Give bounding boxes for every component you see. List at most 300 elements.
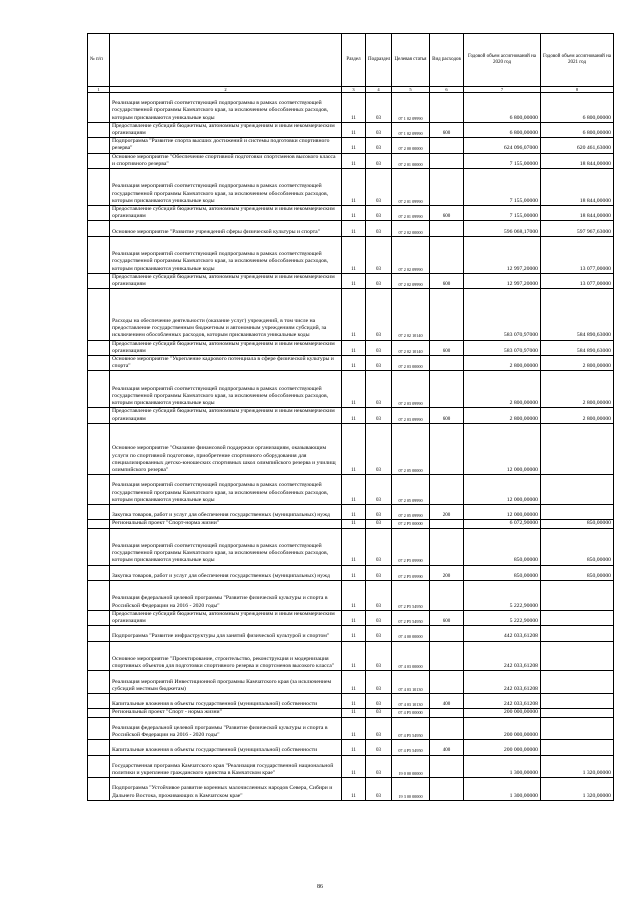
- row-target-article-cell: 07 4 03 10130: [392, 693, 430, 708]
- row-2021-cell: 1 320,00000: [541, 778, 614, 801]
- row-2020-cell: 2 800,00000: [464, 408, 541, 423]
- table-row: [88, 236, 614, 273]
- table-row: [88, 371, 614, 408]
- row-target-article-cell: 07 2 05 00000: [392, 423, 430, 474]
- row-2021-cell: [541, 581, 614, 611]
- row-2020-cell: 6 800,00000: [464, 122, 541, 137]
- row-num-cell: [88, 169, 110, 206]
- row-subsection-cell: 03: [366, 610, 392, 625]
- row-target-article-cell: 07 2 01 09990: [392, 169, 430, 206]
- table-row: [88, 475, 614, 505]
- row-num-cell: [88, 153, 110, 168]
- row-target-article-cell: 07 2 05 09990: [392, 505, 430, 520]
- row-section-cell: 11: [342, 273, 366, 288]
- row-name-cell: Основное мероприятие "Обеспечение спортивной подготовки спортсменов высокого класса и спортивного резерва": [110, 153, 342, 168]
- row-section-cell: 11: [342, 340, 366, 355]
- row-subsection-cell: 03: [366, 423, 392, 474]
- row-2020-cell: 200 000,00000: [464, 740, 541, 755]
- row-section-cell: 11: [342, 153, 366, 168]
- row-section-cell: 11: [342, 641, 366, 671]
- row-expense-type-cell: [430, 671, 464, 694]
- row-2021-cell: 620 461,63000: [541, 138, 614, 153]
- row-expense-type-cell: 400: [430, 740, 464, 755]
- row-expense-type-cell: [430, 236, 464, 273]
- row-expense-type-cell: 600: [430, 408, 464, 423]
- row-2021-cell: 18 844,00000: [541, 169, 614, 206]
- row-name-cell: Капитальные вложения в объекты государственной (муниципальной) собственности: [110, 693, 342, 708]
- row-name-cell: Государственная программа Камчатского края "Реализация государственной национальной политики и укрепление гражданского единства в Камчатском крае": [110, 755, 342, 778]
- row-num-cell: [88, 236, 110, 273]
- row-num-cell: [88, 356, 110, 371]
- row-2021-cell: [541, 475, 614, 505]
- row-section-cell: 11: [342, 528, 366, 565]
- row-section-cell: 11: [342, 740, 366, 755]
- row-2020-cell: 583 070,97000: [464, 289, 541, 340]
- row-num-cell: [88, 740, 110, 755]
- col-number: 8: [541, 87, 614, 93]
- row-target-article-cell: 07 4 03 00000: [392, 641, 430, 671]
- row-expense-type-cell: [430, 138, 464, 153]
- row-name-cell: Предоставление субсидий бюджетным, автономным учреждениям и иным некоммерческим организациям: [110, 340, 342, 355]
- row-target-article-cell: 19 3 00 00000: [392, 778, 430, 801]
- row-target-article-cell: 07 2 05 09990: [392, 475, 430, 505]
- row-name-cell: Капитальные вложения в объекты государственной (муниципальной) собственности: [110, 740, 342, 755]
- row-num-cell: [88, 671, 110, 694]
- row-target-article-cell: 07 1 02 09990: [392, 93, 430, 123]
- col-number: 4: [366, 87, 392, 93]
- table-row: [88, 610, 614, 625]
- row-num-cell: [88, 423, 110, 474]
- row-2020-cell: 6 800,00000: [464, 93, 541, 123]
- row-target-article-cell: 07 2 P5 00000: [392, 520, 430, 528]
- row-subsection-cell: 03: [366, 169, 392, 206]
- header-expense-type: Вид расходов: [430, 34, 464, 87]
- row-expense-type-cell: [430, 169, 464, 206]
- table-row: [88, 778, 614, 801]
- row-expense-type-cell: [430, 641, 464, 671]
- row-target-article-cell: 07 4 00 00000: [392, 626, 430, 641]
- row-name-cell: Реализация мероприятий Инвестиционной программы Камчатского края (за исключением субсидий местным бюджетам): [110, 671, 342, 694]
- row-expense-type-cell: [430, 371, 464, 408]
- col-number: 6: [430, 87, 464, 93]
- row-subsection-cell: 03: [366, 778, 392, 801]
- table-row: [88, 122, 614, 137]
- table-row: [88, 717, 614, 740]
- page-number: 86: [317, 884, 323, 890]
- row-name-cell: Основное мероприятие "Оказание финансовой поддержки организациям, оказывающим услуги по спортивной подготовке, приобретение спортивного оборудования для специализированных детско-юношеских спортивных школ олимпийского резерва и училищ олимпийского резерва": [110, 423, 342, 474]
- row-target-article-cell: 07 2 02 10140: [392, 340, 430, 355]
- row-2020-cell: 5 222,90000: [464, 581, 541, 611]
- row-2021-cell: 6 800,00000: [541, 93, 614, 123]
- row-name-cell: Закупка товаров, работ и услуг для обеспечения государственных (муниципальных) нужд: [110, 505, 342, 520]
- header-num: № п/п: [88, 34, 110, 87]
- table-row: [88, 693, 614, 708]
- row-section-cell: 11: [342, 93, 366, 123]
- table-row: [88, 505, 614, 520]
- row-2020-cell: 624 096,07000: [464, 138, 541, 153]
- row-target-article-cell: 07 2 03 00000: [392, 356, 430, 371]
- table-row: [88, 93, 614, 123]
- row-name-cell: Предоставление субсидий бюджетным, автономным учреждениям и иным некоммерческим организациям: [110, 610, 342, 625]
- row-subsection-cell: 03: [366, 520, 392, 528]
- row-num-cell: [88, 641, 110, 671]
- row-num-cell: [88, 371, 110, 408]
- header-2020: Годовой объем ассигнований на 2020 год: [464, 34, 541, 87]
- row-2021-cell: 6 800,00000: [541, 122, 614, 137]
- table-row: [88, 408, 614, 423]
- table-row: [88, 565, 614, 580]
- row-name-cell: Предоставление субсидий бюджетным, автономным учреждениям и иным некоммерческим организациям: [110, 122, 342, 137]
- row-expense-type-cell: 400: [430, 693, 464, 708]
- row-num-cell: [88, 709, 110, 717]
- row-2021-cell: 18 844,00000: [541, 153, 614, 168]
- row-2020-cell: 7 155,00000: [464, 206, 541, 221]
- row-name-cell: Основное мероприятие "Укрепление кадрового потенциала в сфере физической культуры и спорта": [110, 356, 342, 371]
- header-name: [110, 34, 342, 87]
- row-num-cell: [88, 289, 110, 340]
- row-name-cell: Реализация мероприятий соответствующей подпрограммы в рамках соответствующей государственной программы Камчатского края, за исключением обособленных расходов, которым присваиваются уникальные коды: [110, 93, 342, 123]
- row-subsection-cell: 03: [366, 671, 392, 694]
- row-2021-cell: 584 890,63000: [541, 289, 614, 340]
- row-name-cell: Предоставление субсидий бюджетным, автономным учреждениям и иным некоммерческим организациям: [110, 206, 342, 221]
- row-2021-cell: 597 967,63000: [541, 221, 614, 236]
- row-section-cell: 11: [342, 709, 366, 717]
- row-target-article-cell: 07 2 01 00000: [392, 153, 430, 168]
- row-section-cell: 11: [342, 671, 366, 694]
- row-2021-cell: 13 077,00000: [541, 236, 614, 273]
- row-2021-cell: [541, 505, 614, 520]
- row-expense-type-cell: [430, 153, 464, 168]
- row-2021-cell: [541, 717, 614, 740]
- row-2020-cell: 850,00000: [464, 528, 541, 565]
- table-row: [88, 221, 614, 236]
- row-expense-type-cell: [430, 778, 464, 801]
- row-section-cell: 11: [342, 169, 366, 206]
- row-subsection-cell: 03: [366, 581, 392, 611]
- row-name-cell: Реализация федеральной целевой программы "Развитие физической культуры и спорта в Российской Федерации на 2016 - 2020 годы": [110, 581, 342, 611]
- row-target-article-cell: 07 2 00 00000: [392, 138, 430, 153]
- row-2020-cell: 200 000,00000: [464, 717, 541, 740]
- row-subsection-cell: 03: [366, 565, 392, 580]
- row-expense-type-cell: [430, 709, 464, 717]
- row-2020-cell: 242 033,61208: [464, 671, 541, 694]
- row-section-cell: 11: [342, 520, 366, 528]
- row-section-cell: 11: [342, 408, 366, 423]
- row-section-cell: 11: [342, 778, 366, 801]
- row-num-cell: [88, 717, 110, 740]
- row-section-cell: 11: [342, 626, 366, 641]
- row-subsection-cell: 03: [366, 289, 392, 340]
- row-subsection-cell: 03: [366, 273, 392, 288]
- row-section-cell: 11: [342, 693, 366, 708]
- row-subsection-cell: 03: [366, 475, 392, 505]
- row-subsection-cell: 03: [366, 740, 392, 755]
- table-row: [88, 626, 614, 641]
- row-section-cell: 11: [342, 356, 366, 371]
- row-num-cell: [88, 581, 110, 611]
- row-section-cell: 11: [342, 206, 366, 221]
- row-name-cell: Реализация мероприятий соответствующей подпрограммы в рамках соответствующей государственной программы Камчатского края, за исключением обособленных расходов, которым присваиваются уникальные коды: [110, 528, 342, 565]
- row-2021-cell: [541, 610, 614, 625]
- row-section-cell: 11: [342, 221, 366, 236]
- row-expense-type-cell: [430, 423, 464, 474]
- row-expense-type-cell: 600: [430, 610, 464, 625]
- row-name-cell: Реализация мероприятий соответствующей подпрограммы в рамках соответствующей государственной программы Камчатского края, за исключением обособленных расходов, которым присваиваются уникальные коды: [110, 236, 342, 273]
- col-number: 3: [342, 87, 366, 93]
- row-num-cell: [88, 528, 110, 565]
- row-target-article-cell: 07 2 02 09990: [392, 236, 430, 273]
- row-name-cell: Основное мероприятие "Проектирование, строительство, реконструкция и модернизация спортивных объектов для подготовки спортивного резерва и спортсменов высокого класса": [110, 641, 342, 671]
- budget-table-sheet: [87, 33, 613, 801]
- row-name-cell: Подпрограмма "Развитие инфраструктуры для занятий физической культурой и спортом": [110, 626, 342, 641]
- row-num-cell: [88, 138, 110, 153]
- row-subsection-cell: 03: [366, 93, 392, 123]
- col-number: 1: [88, 87, 110, 93]
- row-section-cell: 11: [342, 289, 366, 340]
- row-2021-cell: [541, 740, 614, 755]
- row-num-cell: [88, 565, 110, 580]
- row-2020-cell: 5 222,90000: [464, 610, 541, 625]
- row-section-cell: 11: [342, 371, 366, 408]
- row-section-cell: 11: [342, 755, 366, 778]
- row-expense-type-cell: 600: [430, 273, 464, 288]
- row-subsection-cell: 03: [366, 709, 392, 717]
- table-row: [88, 169, 614, 206]
- row-2020-cell: 12 997,20000: [464, 236, 541, 273]
- row-name-cell: Основное мероприятие "Развитие учреждений сферы физической культуры и спорта": [110, 221, 342, 236]
- row-expense-type-cell: [430, 221, 464, 236]
- row-target-article-cell: 07 1 02 09990: [392, 122, 430, 137]
- row-target-article-cell: 07 4 P5 54950: [392, 740, 430, 755]
- row-2021-cell: [541, 709, 614, 717]
- table-row: [88, 356, 614, 371]
- row-2020-cell: 2 800,00000: [464, 356, 541, 371]
- row-target-article-cell: 07 4 03 10130: [392, 671, 430, 694]
- row-section-cell: 11: [342, 565, 366, 580]
- row-2020-cell: 1 300,00000: [464, 778, 541, 801]
- row-section-cell: 11: [342, 610, 366, 625]
- row-target-article-cell: 07 2 02 00000: [392, 221, 430, 236]
- row-target-article-cell: 07 2 03 09990: [392, 371, 430, 408]
- row-subsection-cell: 03: [366, 408, 392, 423]
- header-row: [88, 34, 614, 87]
- row-section-cell: 11: [342, 423, 366, 474]
- row-name-cell: Региональный проект "Спорт-норма жизни": [110, 520, 342, 528]
- row-section-cell: 11: [342, 581, 366, 611]
- row-2020-cell: 2 800,00000: [464, 371, 541, 408]
- row-expense-type-cell: [430, 475, 464, 505]
- row-section-cell: 11: [342, 236, 366, 273]
- row-target-article-cell: 07 4 P5 54950: [392, 717, 430, 740]
- row-target-article-cell: 07 2 P5 54950: [392, 610, 430, 625]
- row-2021-cell: 1 320,00000: [541, 755, 614, 778]
- row-target-article-cell: 07 4 P5 00000: [392, 709, 430, 717]
- row-target-article-cell: 07 2 P5 54950: [392, 581, 430, 611]
- row-2020-cell: 6 072,90000: [464, 520, 541, 528]
- row-num-cell: [88, 93, 110, 123]
- row-target-article-cell: 07 2 02 09990: [392, 273, 430, 288]
- row-name-cell: Региональный проект "Спорт - норма жизни": [110, 709, 342, 717]
- row-2021-cell: 2 800,00000: [541, 356, 614, 371]
- row-subsection-cell: 03: [366, 138, 392, 153]
- row-target-article-cell: 07 2 01 09990: [392, 206, 430, 221]
- row-2020-cell: 12 000,00000: [464, 423, 541, 474]
- row-num-cell: [88, 755, 110, 778]
- row-2021-cell: [541, 626, 614, 641]
- row-2021-cell: 2 800,00000: [541, 408, 614, 423]
- table-row: [88, 528, 614, 565]
- row-2020-cell: 7 155,00000: [464, 153, 541, 168]
- table-row: [88, 138, 614, 153]
- row-2020-cell: 7 155,00000: [464, 169, 541, 206]
- row-expense-type-cell: 600: [430, 206, 464, 221]
- row-2020-cell: 583 070,97000: [464, 340, 541, 355]
- row-name-cell: Закупка товаров, работ и услуг для обеспечения государственных (муниципальных) нужд: [110, 565, 342, 580]
- row-2020-cell: 200 000,00000: [464, 709, 541, 717]
- table-row: [88, 206, 614, 221]
- row-expense-type-cell: [430, 626, 464, 641]
- row-name-cell: Реализация мероприятий соответствующей подпрограммы в рамках соответствующей государственной программы Камчатского края, за исключением обособленных расходов, которым присваиваются уникальные коды: [110, 475, 342, 505]
- row-expense-type-cell: [430, 520, 464, 528]
- row-2021-cell: 584 890,63000: [541, 340, 614, 355]
- row-2020-cell: 1 300,00000: [464, 755, 541, 778]
- table-body: [88, 93, 614, 801]
- header-target-article: Целевая статья: [392, 34, 430, 87]
- row-subsection-cell: 03: [366, 717, 392, 740]
- header-2021: Годовой объем ассигнований на 2021 год: [541, 34, 614, 87]
- row-target-article-cell: 07 2 P5 09990: [392, 528, 430, 565]
- row-name-cell: Расходы на обеспечение деятельности (оказание услуг) учреждений, в том числе на предоставление государственным бюджетным и автономным учреждениям субсидий, за исключением обособленных расходов, которым присваиваются уникальные коды: [110, 289, 342, 340]
- row-expense-type-cell: [430, 356, 464, 371]
- row-num-cell: [88, 206, 110, 221]
- row-subsection-cell: 03: [366, 693, 392, 708]
- header-section: Раздел: [342, 34, 366, 87]
- row-subsection-cell: 03: [366, 206, 392, 221]
- row-2021-cell: 850,00000: [541, 520, 614, 528]
- row-num-cell: [88, 505, 110, 520]
- row-2021-cell: 2 800,00000: [541, 371, 614, 408]
- row-name-cell: Предоставление субсидий бюджетным, автономным учреждениям и иным некоммерческим организациям: [110, 273, 342, 288]
- row-subsection-cell: 03: [366, 755, 392, 778]
- table-row: [88, 641, 614, 671]
- table-row: [88, 740, 614, 755]
- row-num-cell: [88, 408, 110, 423]
- row-name-cell: Подпрограмма "Развитие спорта высших достижений и системы подготовки спортивного резерва": [110, 138, 342, 153]
- row-subsection-cell: 03: [366, 528, 392, 565]
- row-2021-cell: 850,00000: [541, 528, 614, 565]
- row-expense-type-cell: 200: [430, 565, 464, 580]
- row-name-cell: Предоставление субсидий бюджетным, автономным учреждениям и иным некоммерческим организациям: [110, 408, 342, 423]
- row-2020-cell: 242 033,61208: [464, 693, 541, 708]
- row-expense-type-cell: 600: [430, 340, 464, 355]
- row-2021-cell: 850,00000: [541, 565, 614, 580]
- row-section-cell: 11: [342, 138, 366, 153]
- table-row: [88, 289, 614, 340]
- row-expense-type-cell: [430, 528, 464, 565]
- row-subsection-cell: 03: [366, 626, 392, 641]
- table-row: [88, 520, 614, 528]
- row-subsection-cell: 03: [366, 340, 392, 355]
- row-expense-type-cell: 600: [430, 122, 464, 137]
- row-subsection-cell: 03: [366, 641, 392, 671]
- row-num-cell: [88, 610, 110, 625]
- row-2021-cell: [541, 423, 614, 474]
- table-row: [88, 709, 614, 717]
- row-2020-cell: 596 068,17000: [464, 221, 541, 236]
- col-number: 7: [464, 87, 541, 93]
- table-row: [88, 423, 614, 474]
- row-expense-type-cell: [430, 581, 464, 611]
- row-subsection-cell: 03: [366, 356, 392, 371]
- row-section-cell: 11: [342, 717, 366, 740]
- row-target-article-cell: 19 0 00 00000: [392, 755, 430, 778]
- row-2020-cell: 12 000,00000: [464, 475, 541, 505]
- row-num-cell: [88, 626, 110, 641]
- row-expense-type-cell: [430, 755, 464, 778]
- row-num-cell: [88, 778, 110, 801]
- row-subsection-cell: 03: [366, 153, 392, 168]
- table-row: [88, 340, 614, 355]
- row-2020-cell: 12 997,20000: [464, 273, 541, 288]
- row-target-article-cell: 07 2 03 09990: [392, 408, 430, 423]
- row-name-cell: Реализация мероприятий соответствующей подпрограммы в рамках соответствующей государственной программы Камчатского края, за исключением обособленных расходов, которым присваиваются уникальные коды: [110, 169, 342, 206]
- row-2021-cell: [541, 693, 614, 708]
- row-num-cell: [88, 221, 110, 236]
- row-section-cell: 11: [342, 122, 366, 137]
- row-section-cell: 11: [342, 505, 366, 520]
- row-2020-cell: 242 033,61208: [464, 641, 541, 671]
- row-2021-cell: [541, 641, 614, 671]
- header-subsection: Подраздел: [366, 34, 392, 87]
- row-subsection-cell: 03: [366, 371, 392, 408]
- row-2020-cell: 12 000,00000: [464, 505, 541, 520]
- row-num-cell: [88, 520, 110, 528]
- row-name-cell: Подпрограмма "Устойчивое развитие коренных малочисленных народов Севера, Сибири и Дальнего Востока, проживающих в Камчатском крае": [110, 778, 342, 801]
- col-number: 5: [392, 87, 430, 93]
- table-row: [88, 273, 614, 288]
- row-target-article-cell: 07 2 P5 09990: [392, 565, 430, 580]
- row-2021-cell: 13 077,00000: [541, 273, 614, 288]
- row-expense-type-cell: [430, 93, 464, 123]
- row-name-cell: Реализация мероприятий соответствующей подпрограммы в рамках соответствующей государственной программы Камчатского края, за исключением обособленных расходов, которым присваиваются уникальные коды: [110, 371, 342, 408]
- row-expense-type-cell: [430, 289, 464, 340]
- table-row: [88, 153, 614, 168]
- row-expense-type-cell: 200: [430, 505, 464, 520]
- row-subsection-cell: 03: [366, 221, 392, 236]
- row-num-cell: [88, 273, 110, 288]
- row-section-cell: 11: [342, 475, 366, 505]
- table-row: [88, 671, 614, 694]
- row-subsection-cell: 03: [366, 505, 392, 520]
- row-2021-cell: 18 844,00000: [541, 206, 614, 221]
- row-num-cell: [88, 475, 110, 505]
- table-row: [88, 581, 614, 611]
- row-2021-cell: [541, 671, 614, 694]
- row-subsection-cell: 03: [366, 236, 392, 273]
- row-num-cell: [88, 340, 110, 355]
- budget-table: [87, 33, 614, 801]
- row-target-article-cell: 07 2 02 10140: [392, 289, 430, 340]
- row-expense-type-cell: [430, 717, 464, 740]
- col-number: 2: [110, 87, 342, 93]
- row-subsection-cell: 03: [366, 122, 392, 137]
- row-num-cell: [88, 122, 110, 137]
- row-num-cell: [88, 693, 110, 708]
- row-name-cell: Реализация федеральной целевой программы "Развитие физической культуры и спорта в Российской Федерации на 2016 - 2020 годы": [110, 717, 342, 740]
- table-row: [88, 755, 614, 778]
- row-2020-cell: 442 033,61208: [464, 626, 541, 641]
- row-2020-cell: 850,00000: [464, 565, 541, 580]
